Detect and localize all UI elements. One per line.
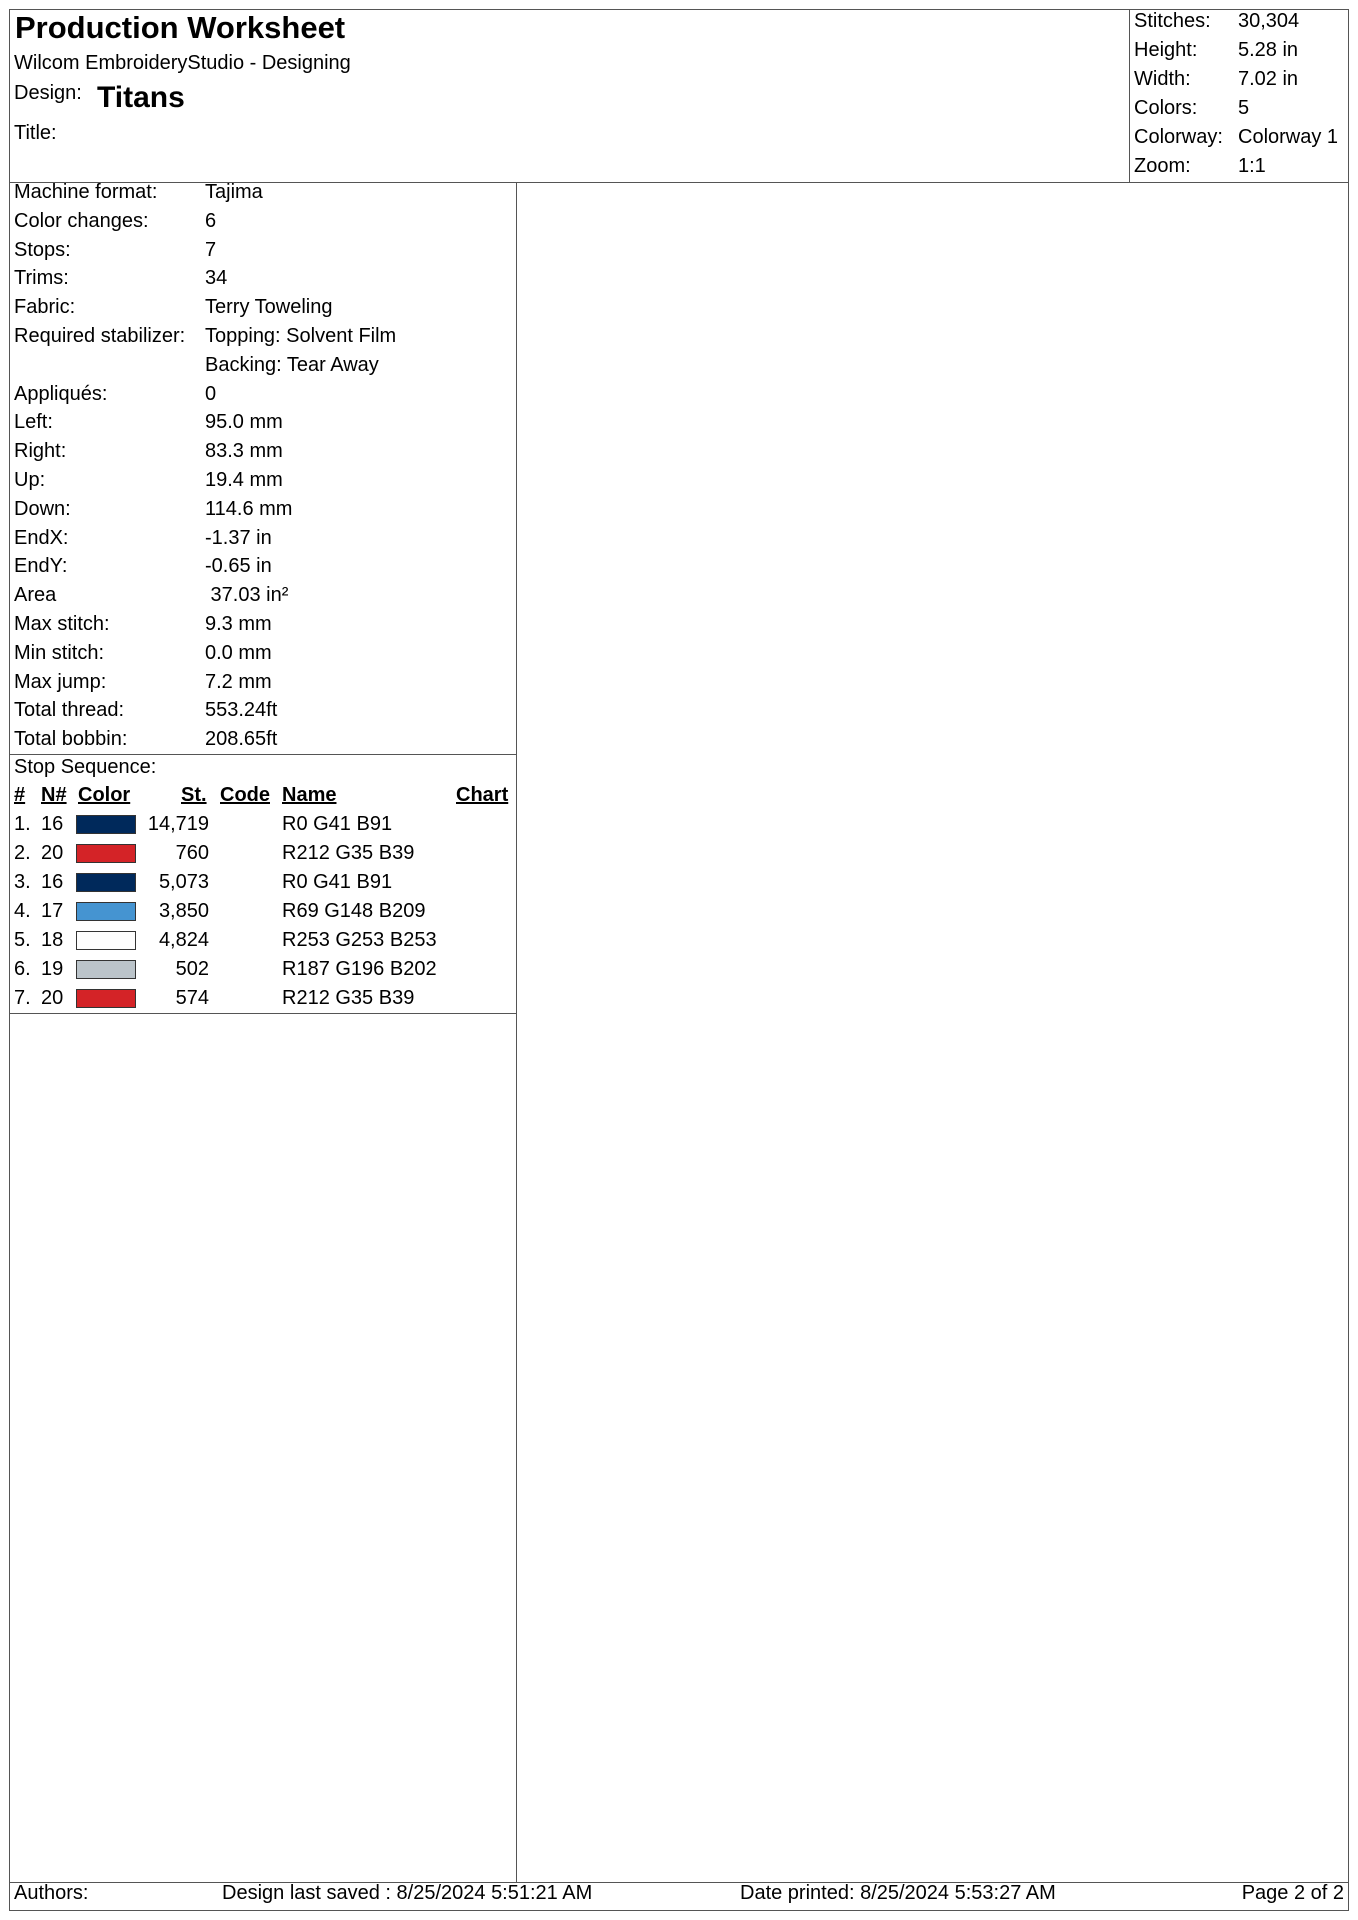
detail-label: Machine format: bbox=[14, 181, 158, 203]
seq-stitches: 574 bbox=[175, 987, 209, 1009]
summary-row bbox=[1134, 97, 1349, 126]
detail-label: Down: bbox=[14, 497, 71, 520]
col-header-color: Color bbox=[78, 784, 131, 806]
seq-needle: 19 bbox=[41, 958, 64, 980]
color-swatch bbox=[76, 960, 136, 979]
seq-num: 2. bbox=[14, 842, 31, 864]
detail-value: 83.3 mm bbox=[205, 440, 283, 463]
detail-label: Area bbox=[14, 584, 57, 607]
summary-row bbox=[1134, 68, 1349, 97]
seq-name: R69 G148 B209 bbox=[282, 900, 426, 922]
footer-divider bbox=[9, 1882, 1349, 1883]
summary-row bbox=[1134, 10, 1349, 39]
design-details bbox=[14, 182, 514, 758]
col-header-name: Name bbox=[282, 784, 337, 806]
detail-row bbox=[14, 326, 514, 384]
seq-name: R212 G35 B39 bbox=[282, 987, 415, 1009]
seq-stitches: 5,073 bbox=[158, 871, 209, 893]
summary-value: 5 bbox=[1238, 97, 1250, 119]
detail-value: 114.6 mm bbox=[205, 497, 293, 520]
detail-label: Appliqués: bbox=[14, 382, 108, 405]
design-name: Titans bbox=[97, 81, 185, 114]
detail-label: Fabric: bbox=[14, 296, 76, 319]
detail-value: 95.0 mm bbox=[205, 411, 283, 434]
seq-name: R253 G253 B253 bbox=[282, 929, 437, 951]
sequence-row bbox=[0, 897, 516, 926]
detail-value: Terry Toweling bbox=[205, 296, 333, 319]
seq-stitches: 502 bbox=[175, 958, 209, 980]
summary-value: Colorway 1 bbox=[1238, 126, 1339, 148]
seq-num: 4. bbox=[14, 900, 31, 922]
detail-label: Trims: bbox=[14, 267, 69, 290]
color-swatch bbox=[76, 902, 136, 921]
detail-label: Color changes: bbox=[14, 209, 149, 232]
seq-needle: 20 bbox=[41, 842, 64, 864]
footer-page-number: Page 2 of 2 bbox=[1241, 1882, 1344, 1904]
seq-name: R212 G35 B39 bbox=[282, 842, 415, 864]
summary-value: 1:1 bbox=[1238, 155, 1266, 177]
detail-row bbox=[14, 729, 514, 758]
detail-label: Max stitch: bbox=[14, 612, 110, 635]
seq-num: 7. bbox=[14, 987, 31, 1009]
detail-label: Max jump: bbox=[14, 670, 107, 693]
detail-label: Required stabilizer: bbox=[14, 324, 186, 347]
detail-value: -1.37 in bbox=[205, 526, 272, 549]
summary-label: Zoom: bbox=[1134, 155, 1191, 177]
seq-name: R0 G41 B91 bbox=[282, 871, 393, 893]
sequence-row bbox=[0, 868, 516, 897]
summary-row bbox=[1134, 39, 1349, 68]
seq-needle: 16 bbox=[41, 871, 64, 893]
detail-label: Stops: bbox=[14, 238, 71, 261]
column-divider bbox=[516, 182, 517, 1882]
summary-label: Height: bbox=[1134, 39, 1198, 61]
stabilizer-backing: Backing: Tear Away bbox=[205, 353, 379, 376]
summary-label: Colorway: bbox=[1134, 126, 1223, 148]
detail-label: EndX: bbox=[14, 526, 69, 549]
color-swatch bbox=[76, 989, 136, 1008]
col-header-stitches: St. bbox=[181, 784, 207, 806]
seq-stitches: 4,824 bbox=[158, 929, 209, 951]
seq-name: R0 G41 B91 bbox=[282, 813, 393, 835]
title-label: Title: bbox=[14, 122, 57, 144]
detail-label: EndY: bbox=[14, 555, 68, 578]
summary-value: 7.02 in bbox=[1238, 68, 1299, 90]
stabilizer-topping: Topping: Solvent Film bbox=[205, 324, 397, 347]
detail-value: 0 bbox=[205, 382, 217, 405]
detail-label: Min stitch: bbox=[14, 641, 105, 664]
detail-value: Tajima bbox=[205, 181, 263, 203]
seq-num: 1. bbox=[14, 813, 31, 835]
detail-value: 6 bbox=[205, 209, 217, 232]
detail-label: Total thread: bbox=[14, 699, 125, 722]
detail-row bbox=[14, 211, 514, 240]
detail-value: -0.65 in bbox=[205, 555, 272, 578]
summary-row bbox=[1134, 126, 1349, 155]
design-label: Design: bbox=[14, 82, 82, 104]
detail-value: 37.03 in² bbox=[205, 584, 289, 607]
detail-value: 7 bbox=[205, 238, 217, 261]
summary-box bbox=[1134, 10, 1349, 184]
seq-num: 5. bbox=[14, 929, 31, 951]
detail-value: 9.3 mm bbox=[205, 612, 272, 635]
detail-value: 7.2 mm bbox=[205, 670, 272, 693]
sequence-row bbox=[0, 839, 516, 868]
detail-value-group bbox=[205, 322, 396, 380]
detail-value: 0.0 mm bbox=[205, 641, 272, 664]
seq-name: R187 G196 B202 bbox=[282, 958, 437, 980]
detail-value: 553.24ft bbox=[205, 699, 278, 722]
summary-label: Width: bbox=[1134, 68, 1191, 90]
color-swatch bbox=[76, 844, 136, 863]
detail-label: Left: bbox=[14, 411, 53, 434]
seq-stitches: 14,719 bbox=[147, 813, 209, 835]
summary-divider bbox=[1129, 9, 1130, 183]
color-swatch bbox=[76, 931, 136, 950]
summary-value: 30,304 bbox=[1238, 10, 1300, 32]
sequence-row bbox=[0, 810, 516, 839]
col-header-code: Code bbox=[220, 784, 270, 806]
software-name: Wilcom EmbroideryStudio - Designing bbox=[14, 52, 351, 74]
footer-date-printed: Date printed: 8/25/2024 5:53:27 AM bbox=[740, 1882, 1056, 1904]
col-header-needle: N# bbox=[41, 784, 67, 806]
detail-value: 19.4 mm bbox=[205, 468, 283, 491]
color-swatch bbox=[76, 873, 136, 892]
detail-row bbox=[14, 240, 514, 269]
summary-label: Stitches: bbox=[1134, 10, 1211, 32]
sequence-row bbox=[0, 984, 516, 1013]
seq-num: 3. bbox=[14, 871, 31, 893]
footer-authors: Authors: bbox=[14, 1882, 89, 1904]
seq-stitches: 760 bbox=[175, 842, 209, 864]
sequence-divider bbox=[9, 1013, 517, 1014]
seq-needle: 18 bbox=[41, 929, 64, 951]
detail-label: Up: bbox=[14, 468, 46, 491]
seq-num: 6. bbox=[14, 958, 31, 980]
col-header-num: # bbox=[14, 784, 26, 806]
color-swatch bbox=[76, 815, 136, 834]
footer-last-saved: Design last saved : 8/25/2024 5:51:21 AM bbox=[222, 1882, 593, 1904]
detail-value: 34 bbox=[205, 267, 228, 290]
seq-needle: 20 bbox=[41, 987, 64, 1009]
summary-row bbox=[1134, 155, 1349, 184]
stop-sequence-title: Stop Sequence: bbox=[14, 756, 157, 778]
sequence-row bbox=[0, 926, 516, 955]
seq-needle: 16 bbox=[41, 813, 64, 835]
seq-stitches: 3,850 bbox=[158, 900, 209, 922]
summary-label: Colors: bbox=[1134, 97, 1198, 119]
sequence-row bbox=[0, 955, 516, 984]
page-title: Production Worksheet bbox=[15, 10, 346, 45]
summary-value: 5.28 in bbox=[1238, 39, 1299, 61]
detail-label: Total bobbin: bbox=[14, 728, 128, 751]
detail-value: 208.65ft bbox=[205, 728, 278, 751]
seq-needle: 17 bbox=[41, 900, 64, 922]
col-header-chart: Chart bbox=[456, 784, 509, 806]
detail-label: Right: bbox=[14, 440, 67, 463]
